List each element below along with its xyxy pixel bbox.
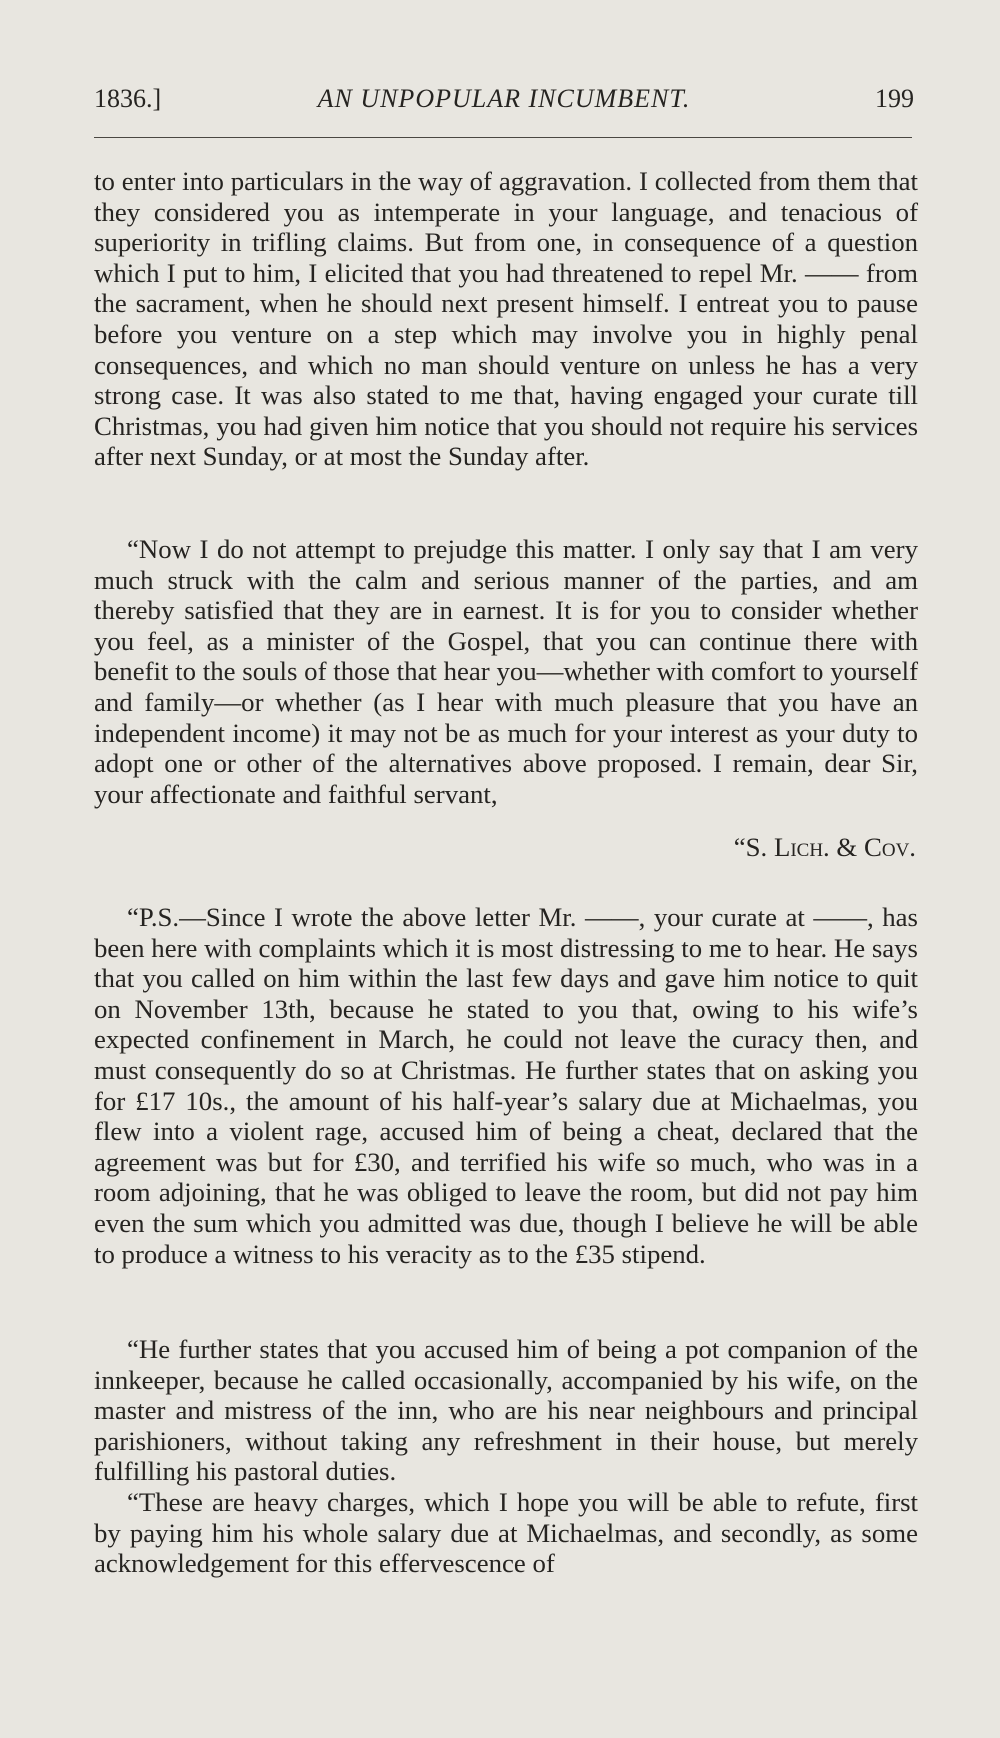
paragraph-continuation [94, 166, 918, 472]
paragraph-3: “P.S.—Since I wrote the above letter Mr. ——, your curate at ——, has been here with complaints which it is most distressing to me to hear. He says that you called on him within the last few days and gave him notice to quit on November 13th, because he stated to you that, owing to his wife’s expected confinement in March, he could not leave the curacy then, and must consequently do so at Christmas. He further states that on asking you for £17 10s., the amount of his half-year’s salary due at Michaelmas, you flew into a violent rage, accused him of being a cheat, declared that the agreement was but for £30, and terrified his wife so much, who was in a room adjoining, that he was obliged to leave the room, but did not pay him even the sum which you admitted was due, though I believe he will be able to produce a witness to his veracity as to the £35 stipend. [94, 902, 918, 1269]
paragraph-now [94, 534, 918, 809]
running-header [94, 82, 914, 116]
letter-signature: “S. Lich. & Cov. [733, 832, 916, 862]
paragraph-2: “Now I do not attempt to prejudge this matter. I only say that I am very much struck with the calm and serious manner of the parties, and am thereby satisfied that they are in earnest. It is for you to consider whether you feel, as a minister of the Gospel, that you can continue there with benefit to the souls of those that hear you—whether with comfort to yourself and family—or whether (as I hear with much pleasure that you have an independent income) it may not be as much for your interest as your duty to adopt one or other of the alternatives above proposed. I remain, dear Sir, your affectionate and faithful servant, [94, 534, 918, 809]
paragraph-charges [94, 1487, 918, 1579]
header-rule [94, 137, 912, 138]
paragraph-4: “He further states that you accused him of being a pot companion of the innkeeper, because he called occasionally, accompanied by his wife, on the master and mistress of the inn, who are his near neighbours and principal parishioners, without taking any refreshment in their house, but merely fulfilling his pastoral duties. [94, 1334, 918, 1487]
paragraph-postscript [94, 902, 918, 1269]
header-title: AN UNPOPULAR INCUMBENT. [317, 84, 691, 113]
paragraph-further [94, 1334, 918, 1487]
header-year: 1836.] [94, 84, 162, 113]
paragraph-1: to enter into particulars in the way of aggravation. I collected from them that they considered you as intemperate in your language, and tenacious of superiority in trifling claims. But from one, in consequence of a question which I put to him, I elicited that you had threatened to repel Mr. —— from the sacrament, when he should next present himself. I entreat you to pause before you venture on a step which may involve you in highly penal consequences, and which no man should venture on unless he has a very strong case. It was also stated to me that, having engaged your curate till Christmas, you had given him notice that you should not require his services after next Sunday, or at most the Sunday after. [94, 166, 918, 472]
paragraph-5: “These are heavy charges, which I hope you will be able to refute, first by paying him his whole salary due at Michaelmas, and secondly, as some acknowledgement for this effervescence of [94, 1487, 918, 1579]
page-number: 199 [875, 84, 914, 113]
